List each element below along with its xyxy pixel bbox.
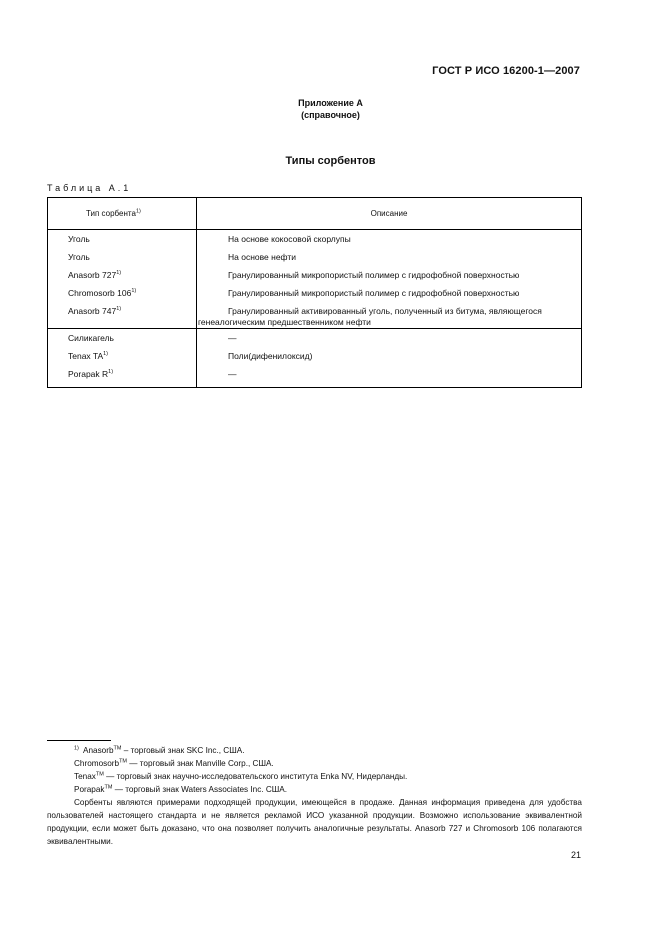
document-code: ГОСТ Р ИСО 16200-1—2007 <box>432 65 580 77</box>
description-line: генеалогическим предшественником нефти <box>198 317 371 327</box>
description-cell: Гранулированный микропористый полимер с гидрофобной поверхностью <box>197 284 582 302</box>
table-row <box>48 302 582 329</box>
description-cell <box>197 302 582 329</box>
page-number: 21 <box>570 850 581 860</box>
description-cell: — <box>197 365 582 388</box>
description-cell: Поли(дифенилоксид) <box>197 347 582 365</box>
annex-title: Приложение А <box>298 98 363 108</box>
description-cell: На основе нефти <box>197 248 582 266</box>
sorbent-type-cell: Anasorb 727$^{1)}$ <box>48 266 197 284</box>
footnote-item: Chromosorb™ — торговый знак Manville Corp., США. <box>74 758 274 768</box>
table-caption: Таблица А.1 <box>47 183 132 193</box>
sorbent-type-cell: Tenax TA$^{1)}$ <box>48 347 197 365</box>
sorbent-type-cell: Anasorb 747$^{1)}$ <box>48 302 197 329</box>
table-row <box>48 347 582 365</box>
footnote-item: Porapak™ — торговый знак Waters Associates Inc. США. <box>74 784 288 794</box>
footnote-item: Tenax™ — торговый знак научно-исследовательского института Enka NV, Нидерланды. <box>74 771 408 781</box>
description-cell: — <box>197 329 582 348</box>
table-row <box>48 248 582 266</box>
description-line: Гранулированный активированный уголь, полученный из битума, являющегося <box>228 306 542 316</box>
description-cell: Гранулированный микропористый полимер с гидрофобной поверхностью <box>197 266 582 284</box>
footnote-note: Сорбенты являются примерами подходящей продукции, имеющейся в продаже. Данная информация приведена для удобства пользователей настоящего стандарта и не является рекламой ИСО указанной продукции. Возможно использование эквивалентной продукции, если может быть доказано, что она позволяет получить аналогичные результаты. Anasorb 727 и Chromosorb 106 полагаются эквивалентными. <box>47 798 582 846</box>
annex-note: (справочное) <box>301 110 360 120</box>
footnotes <box>47 744 582 848</box>
table-row <box>48 230 582 249</box>
sorbent-type-cell: Силикагель <box>48 329 197 348</box>
sorbent-type-cell: Porapak $R^{1)}$ <box>48 365 197 388</box>
table-row <box>48 329 582 348</box>
sorbent-type-cell: Chromosorb 106$^{1)}$ <box>48 284 197 302</box>
footnote-separator <box>47 740 111 741</box>
table-row <box>48 365 582 388</box>
table-header-row <box>48 198 582 230</box>
table-row <box>48 266 582 284</box>
description-cell: На основе кокосовой скорлупы <box>197 230 582 249</box>
sorbent-types-table <box>47 197 582 388</box>
sorbent-type-cell: Уголь <box>48 248 197 266</box>
column-header-description: Описание <box>197 198 582 230</box>
sorbent-type-cell: Уголь <box>48 230 197 249</box>
section-title: Типы сорбентов <box>285 155 376 167</box>
column-header-type: Тип сорбента$^{1)}$ <box>48 198 197 230</box>
table-row <box>48 284 582 302</box>
footnote-item: $^{1)}$ Anasorb™ – торговый знак SKC Inc., США. <box>74 745 245 755</box>
annex-heading <box>0 97 661 121</box>
